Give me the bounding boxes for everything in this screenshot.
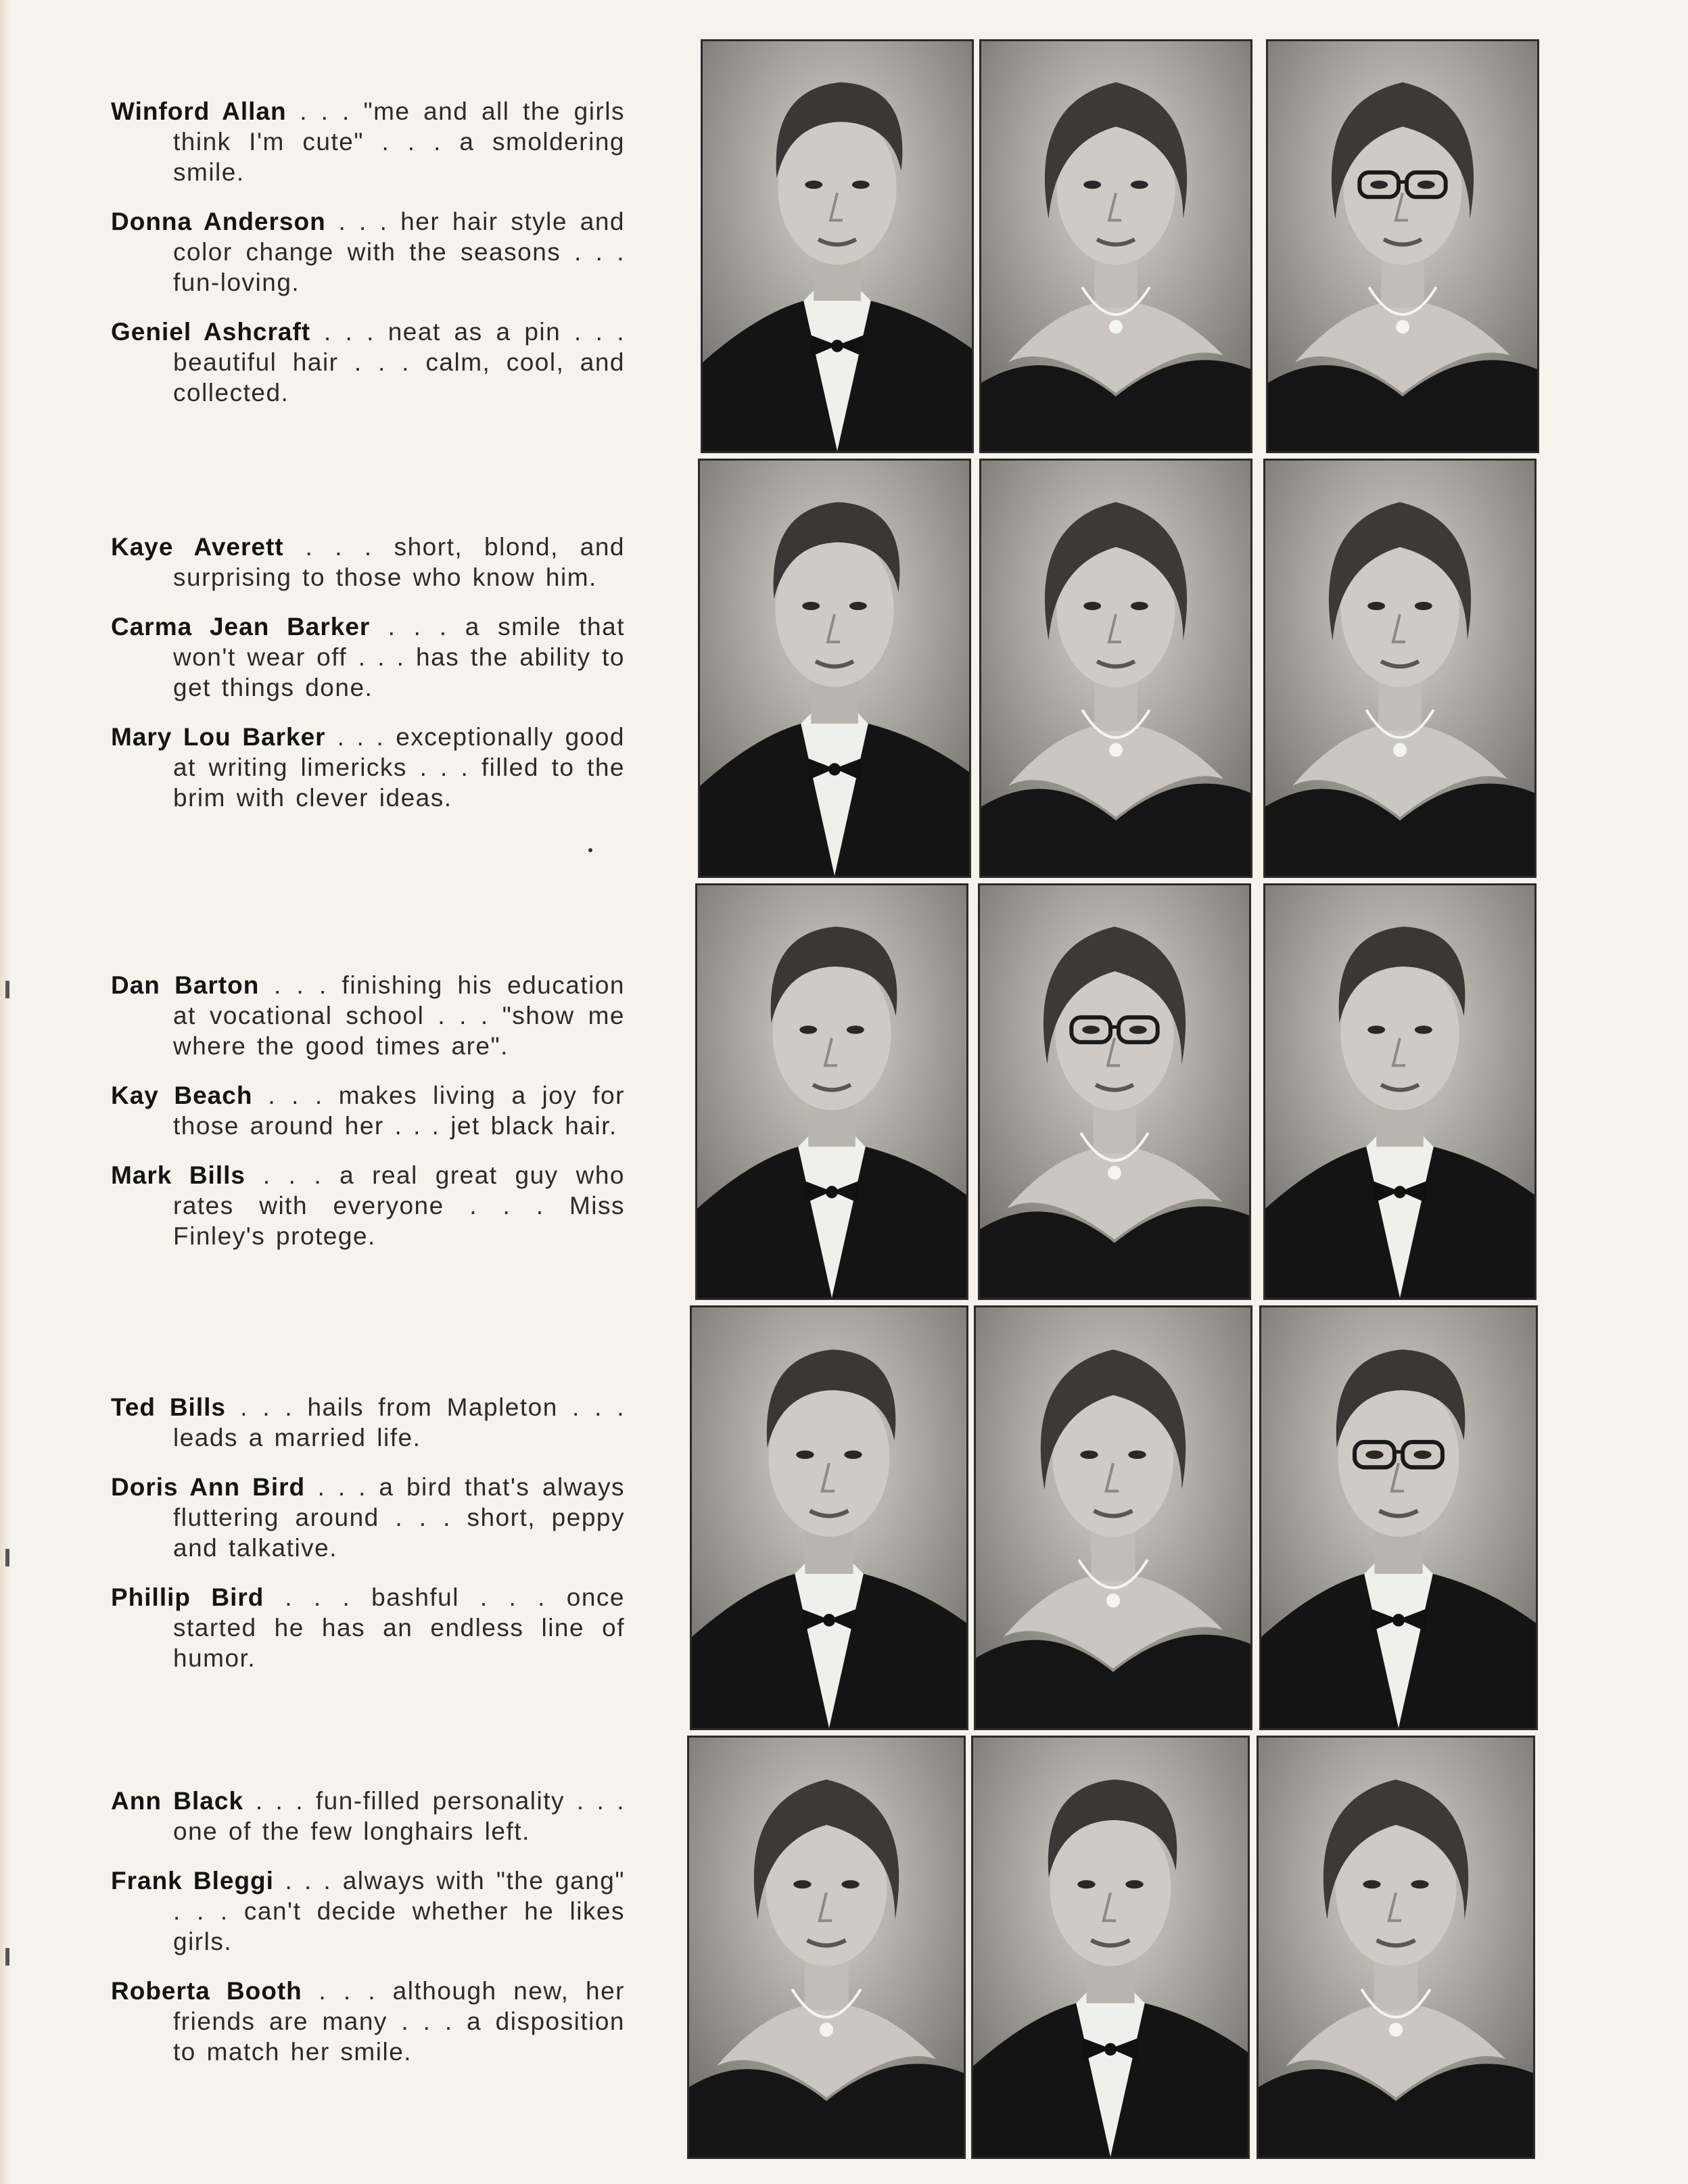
portrait-photo [690, 1305, 968, 1730]
student-description: . . . "me and all the girls think I'm cute" . . . a smoldering smile. [173, 97, 625, 186]
caption-entry [111, 96, 625, 187]
student-description: . . . a smile that won't wear off . . . has the ability to get things done. [173, 613, 625, 701]
portrait-image [1261, 1307, 1536, 1728]
student-description: . . . finishing his education at vocational school . . . "show me where the good times are". [173, 971, 625, 1060]
student-name: Geniel Ashcraft [111, 318, 311, 346]
student-name: Doris Ann Bird [111, 1473, 306, 1501]
portrait-photo [978, 883, 1251, 1300]
portrait-image [703, 41, 972, 451]
portrait-image [981, 461, 1250, 876]
student-name: Ann Black [111, 1787, 244, 1815]
caption-entry [111, 206, 625, 298]
caption-group-4 [111, 1392, 625, 1692]
portrait-photo [979, 459, 1252, 878]
portrait-image [689, 1738, 964, 2157]
portrait-photo [979, 39, 1252, 453]
caption-entry [111, 532, 625, 593]
caption-column [0, 0, 663, 2184]
student-name: Ted Bills [111, 1393, 226, 1421]
student-description: . . . a real great guy who rates with everyone . . . Miss Finley's protege. [173, 1161, 626, 1250]
caption-group-1 [111, 96, 625, 427]
portrait-image [1259, 1738, 1533, 2157]
student-description: . . . exceptionally good at writing limericks . . . filled to the brim with clever ideas. [173, 723, 625, 812]
portrait-photo [1257, 1736, 1535, 2159]
portrait-image [1265, 461, 1534, 876]
caption-group-2 [111, 532, 625, 832]
portrait-photo [698, 459, 971, 878]
student-description: . . . always with "the gang" . . . can't decide whether he likes girls. [173, 1867, 625, 1955]
student-description: . . . bashful . . . once started he has an endless line of humor. [173, 1583, 626, 1672]
caption-entry [111, 611, 625, 703]
caption-entry [111, 1080, 625, 1141]
student-name: Winford Allan [111, 97, 287, 125]
student-description: . . . her hair style and color change with the seasons . . . fun-loving. [173, 208, 625, 296]
student-name: Phillip Bird [111, 1583, 264, 1611]
student-name: Mary Lou Barker [111, 723, 326, 751]
student-description: . . . neat as a pin . . . beautiful hair . . . calm, cool, and collected. [173, 318, 625, 406]
portrait-image [1265, 885, 1534, 1298]
student-name: Donna Anderson [111, 208, 326, 235]
student-description: . . . short, blond, and surprising to those who know him. [173, 533, 625, 591]
caption-entry [111, 722, 625, 813]
portrait-photo [1259, 1305, 1538, 1730]
portrait-photo [687, 1736, 966, 2159]
caption-entry [111, 1582, 625, 1673]
portrait-photo [1263, 883, 1537, 1300]
student-name: Mark Bills [111, 1161, 245, 1189]
caption-group-3 [111, 970, 625, 1270]
portrait-image [976, 1307, 1250, 1728]
portrait-image [981, 41, 1250, 451]
portrait-photo [971, 1736, 1250, 2159]
student-name: Frank Bleggi [111, 1867, 274, 1895]
caption-entry [111, 970, 625, 1061]
student-description: . . . although new, her friends are many . . . a disposition to match her smile. [173, 1977, 625, 2066]
caption-group-5 [111, 1786, 625, 2086]
student-description: . . . makes living a joy for those around her . . . jet black hair. [173, 1082, 625, 1140]
portrait-photo [695, 883, 968, 1300]
print-speck [588, 848, 592, 852]
portrait-image [700, 461, 969, 876]
student-name: Dan Barton [111, 971, 260, 999]
portrait-photo [1263, 459, 1537, 878]
student-description: . . . a bird that's always fluttering around . . . short, peppy and talkative. [173, 1473, 626, 1562]
portrait-photo [1266, 39, 1539, 453]
caption-entry [111, 1865, 625, 1957]
student-name: Kay Beach [111, 1082, 253, 1109]
portrait-image [1268, 41, 1537, 451]
caption-entry [111, 1160, 625, 1251]
caption-entry [111, 317, 625, 408]
student-name: Roberta Booth [111, 1977, 302, 2005]
portrait-image [692, 1307, 966, 1728]
student-name: Carma Jean Barker [111, 613, 371, 641]
caption-entry [111, 1786, 625, 1846]
caption-entry [111, 1472, 625, 1563]
portrait-image [697, 885, 966, 1298]
caption-entry [111, 1392, 625, 1453]
portrait-image [973, 1738, 1248, 2157]
portrait-image [980, 885, 1249, 1298]
portrait-photo [974, 1305, 1252, 1730]
student-name: Kaye Averett [111, 533, 284, 561]
caption-entry [111, 1976, 625, 2067]
student-description: . . . fun-filled personality . . . one of the few longhairs left. [173, 1787, 625, 1845]
portrait-photo [701, 39, 974, 453]
student-description: . . . hails from Mapleton . . . leads a married life. [173, 1393, 625, 1451]
